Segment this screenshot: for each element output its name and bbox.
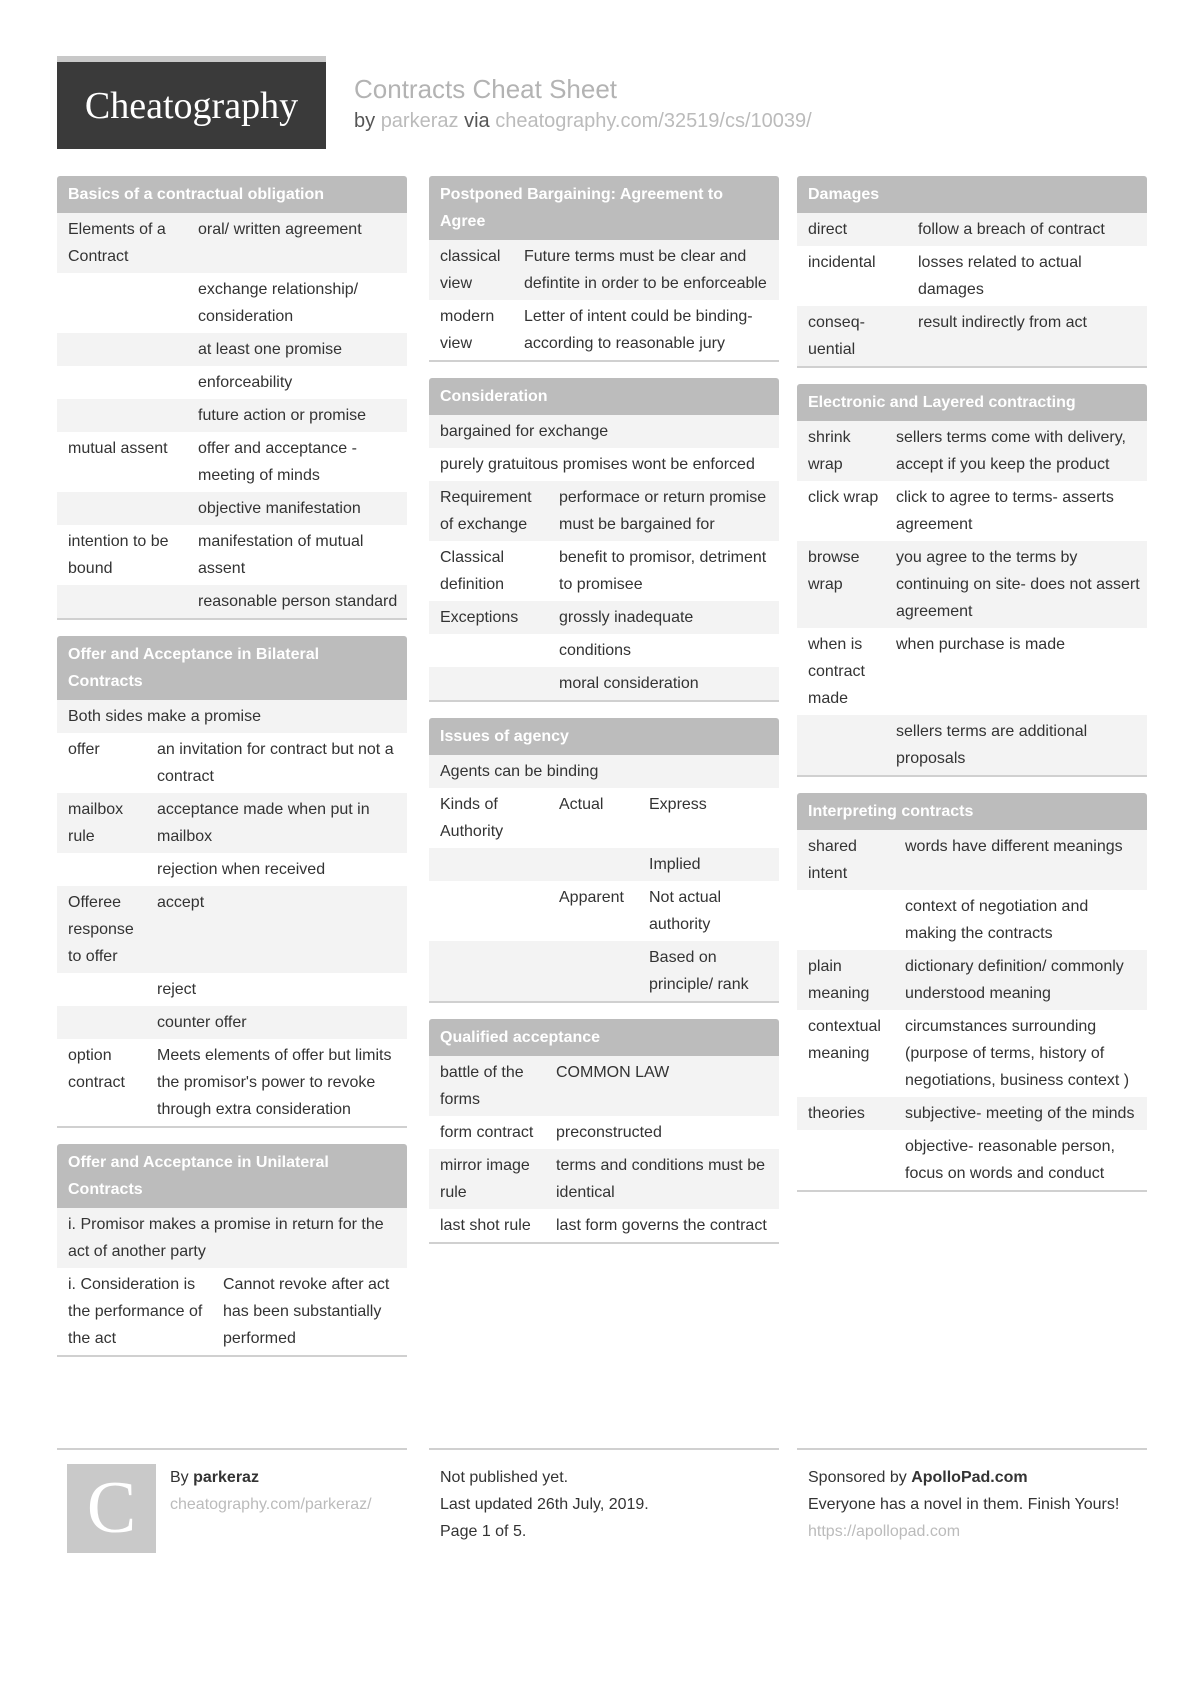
row-term: form contract [440,1124,534,1141]
table-row [57,1208,407,1268]
table-row [429,1209,779,1242]
footer-author [57,1448,407,1590]
row-term [429,884,548,938]
table-row [797,1130,1147,1190]
row-definition: reasonable person standard [198,593,398,610]
table-row [429,755,779,788]
row-definition: you agree to the terms by continuing on site- does not assert agreement [896,549,1140,620]
section-title: Qualified acceptance [429,1019,779,1056]
row-definition: preconstructed [556,1124,662,1141]
row-term: mirror image rule [440,1157,530,1201]
column-2 [429,176,779,1260]
row-definition: counter offer [157,1014,247,1031]
row-definition: accept [157,894,205,911]
author-name[interactable]: parkeraz [193,1469,259,1486]
row-definition: at least one promise [198,341,343,358]
footer-status [429,1448,779,1590]
row-term: theories [808,1105,865,1122]
footer-sponsor [797,1448,1147,1590]
row-term: Elements of a Contract [68,221,166,265]
table-row [57,793,407,853]
row-term: Offeree response to offer [68,894,134,965]
row-definition: objective- reasonable person, focus on words and conduct [905,1138,1115,1182]
row-definition: dictionary definition/ commonly understood meaning [905,958,1124,1002]
row-term [57,336,187,363]
row-term: browse wrap [808,549,860,593]
section-title: Electronic and Layered contracting [797,384,1147,421]
table-row [57,213,407,273]
row-definition: Implied [649,856,701,873]
published-status: Not published yet. [440,1469,569,1486]
row-definition: words have different meanings [905,838,1123,855]
row-definition: sellers terms are additional proposals [896,723,1088,767]
table-row [57,585,407,618]
row-term [57,856,146,883]
row-definition: when purchase is made [896,636,1065,653]
table-row [797,830,1147,890]
row-definition: Cannot revoke after act has been substantially performed [223,1276,390,1347]
section-electronic-and-layered-contracting [797,384,1147,777]
section-title: Consideration [429,378,779,415]
row-term: mailbox rule [68,801,124,845]
table-row [797,481,1147,541]
table-row [797,213,1147,246]
row-definition: Future terms must be clear and defintite in order to be enforceable [524,248,767,292]
table-row [57,492,407,525]
row-term [57,369,187,396]
row-term: Kinds of Authority [440,796,504,840]
row-term: shrink wrap [808,429,851,473]
table-row [57,853,407,886]
page-title: Contracts Cheat Sheet [354,74,618,104]
via-label: via [464,110,490,132]
table-row [429,634,779,667]
table-row [429,881,779,941]
table-row [429,1149,779,1209]
table-row [429,601,779,634]
section-title: Damages [797,176,1147,213]
row-term [57,588,187,615]
row-term: direct [808,221,848,238]
row-definition: terms and conditions must be identical [556,1157,765,1201]
row-term [797,1133,894,1187]
table-row [797,950,1147,1010]
table-row [797,421,1147,481]
row-definition: performace or return promise must be bargained for [559,489,767,533]
row-term: consequential [808,314,865,358]
table-row [797,1010,1147,1097]
table-row [797,541,1147,628]
row-term: Agents can be binding [440,763,599,780]
row-definition [548,851,638,878]
row-term: Requirement of exchange [440,489,532,533]
section-consideration [429,378,779,702]
row-term: Both sides make a promise [68,708,261,725]
section-title: Offer and Acceptance in Unilateral Contracts [57,1144,407,1208]
author-avatar: C [67,1464,156,1553]
column-3 [797,176,1147,1208]
section-offer-and-acceptance-in-unilateral-contracts [57,1144,407,1357]
row-term: last shot rule [440,1217,531,1234]
author-link[interactable]: parkeraz [380,110,459,132]
row-definition: conditions [559,642,632,659]
row-term: classical view [440,248,501,292]
footer [57,1448,1147,1588]
table-row [797,1097,1147,1130]
table-row [57,525,407,585]
table-row [429,481,779,541]
table-row [429,300,779,360]
row-definition: reject [157,981,197,998]
row-definition: Meets elements of offer but limits the promisor's power to revoke through extra consideration [157,1047,392,1118]
row-term: purely gratuitous promises wont be enforced [440,456,755,473]
row-definition: Express [649,796,707,813]
row-term: when is contract made [808,636,865,707]
row-term: bargained for exchange [440,423,609,440]
table-row [429,541,779,601]
section-qualified-acceptance [429,1019,779,1244]
row-definition: grossly inadequate [559,609,694,626]
column-1 [57,176,407,1373]
row-term [429,637,548,664]
section-title: Basics of a contractual obligation [57,176,407,213]
table-row [429,848,779,881]
table-row [797,246,1147,306]
section-basics-of-a-contractual-obligation [57,176,407,620]
table-row [429,667,779,700]
section-postponed-bargaining-agreement-to-agree [429,176,779,362]
row-definition: losses related to actual damages [918,254,1082,298]
sponsor-link[interactable]: https://apollopad.com [808,1523,961,1540]
row-term: plain meaning [808,958,870,1002]
row-term: contextual meaning [808,1018,881,1062]
row-definition: enforceability [198,374,293,391]
by-label: By [170,1469,189,1486]
table-row [57,399,407,432]
sheet-url-link[interactable]: cheatography.com/32519/cs/10039/ [495,110,812,132]
row-definition: Based on principle/ rank [649,949,749,993]
row-definition: Not actual authority [649,889,722,933]
row-definition: offer and acceptance - meeting of minds [198,440,357,484]
row-term [429,670,548,697]
sponsor-label: Sponsored by [808,1469,907,1486]
table-row [429,1056,779,1116]
row-term: intention to be bound [68,533,169,577]
row-term: Exceptions [440,609,519,626]
table-row [429,415,779,448]
last-updated: Last updated 26th July, 2019. [440,1496,649,1513]
row-term: i. Promisor makes a promise in return for the act of another party [68,1216,384,1260]
table-row [57,432,407,492]
section-interpreting-contracts [797,793,1147,1192]
row-term: mutual assent [68,440,168,457]
table-row [429,1116,779,1149]
section-damages [797,176,1147,368]
row-term [797,893,894,947]
table-row [57,973,407,1006]
table-row [797,715,1147,775]
table-row [429,788,779,848]
row-term [797,718,885,772]
section-title: Offer and Acceptance in Bilateral Contracts [57,636,407,700]
row-definition: follow a breach of contract [918,221,1105,238]
row-term [57,976,146,1003]
row-definition: circumstances surrounding (purpose of terms, history of negotiations, business context ) [905,1018,1130,1089]
row-term: shared intent [808,838,857,882]
cheatography-logo[interactable]: Cheatography [57,56,326,149]
table-row [57,366,407,399]
row-definition: result indirectly from act [918,314,1087,331]
table-row [429,941,779,1001]
row-term: modern view [440,308,495,352]
row-definition: oral/ written agreement [198,221,362,238]
table-row [57,1039,407,1126]
row-term [429,944,548,998]
row-definition: benefit to promisor, detriment to promisee [559,549,767,593]
section-issues-of-agency [429,718,779,1003]
row-definition: objective manifestation [198,500,361,517]
table-row [429,448,779,481]
table-row [57,1006,407,1039]
table-row [57,733,407,793]
table-row [797,890,1147,950]
section-title: Interpreting contracts [797,793,1147,830]
table-row [429,240,779,300]
row-term: incidental [808,254,876,271]
row-definition: exchange relationship/ consideration [198,281,359,325]
table-row [57,1268,407,1355]
table-row [797,628,1147,715]
byline [354,106,812,136]
row-definition: moral consideration [559,675,699,692]
row-definition: click to agree to terms- asserts agreement [896,489,1114,533]
row-definition: COMMON LAW [556,1064,670,1081]
row-definition: Actual [559,796,604,813]
row-definition: last form governs the contract [556,1217,767,1234]
row-definition: Apparent [559,889,624,906]
table-row [57,700,407,733]
row-term: battle of the forms [440,1064,524,1108]
row-term: Classical definition [440,549,505,593]
row-term: option contract [68,1047,125,1091]
header [354,72,812,136]
row-term: click wrap [808,489,879,506]
sponsor-text: Everyone has a novel in them. Finish Yours! [808,1496,1120,1513]
row-definition: acceptance made when put in mailbox [157,801,370,845]
row-definition: an invitation for contract but not a contract [157,741,394,785]
row-definition: context of negotiation and making the contracts [905,898,1089,942]
row-term [57,276,187,330]
by-label: by [354,110,376,132]
section-title: Postponed Bargaining: Agreement to Agree [429,176,779,240]
row-definition [548,944,638,998]
row-definition: manifestation of mutual assent [198,533,364,577]
section-offer-and-acceptance-in-bilateral-contracts [57,636,407,1128]
row-term [57,402,187,429]
section-title: Issues of agency [429,718,779,755]
page-number: Page 1 of 5. [440,1523,527,1540]
table-row [57,273,407,333]
row-term [57,1009,146,1036]
row-definition: subjective- meeting of the minds [905,1105,1135,1122]
row-definition: sellers terms come with delivery, accept if you keep the product [896,429,1126,473]
row-definition: Letter of intent could be binding- according to reasonable jury [524,308,753,352]
row-term: offer [68,741,100,758]
sponsor-name[interactable]: ApolloPad.com [911,1469,1028,1486]
table-row [57,886,407,973]
row-term: i. Consideration is the performance of the act [68,1276,203,1347]
table-row [57,333,407,366]
row-term [57,495,187,522]
row-term [429,851,548,878]
row-definition: rejection when received [157,861,326,878]
author-profile-link[interactable]: cheatography.com/parkeraz/ [170,1496,372,1513]
table-row [797,306,1147,366]
row-definition: future action or promise [198,407,367,424]
